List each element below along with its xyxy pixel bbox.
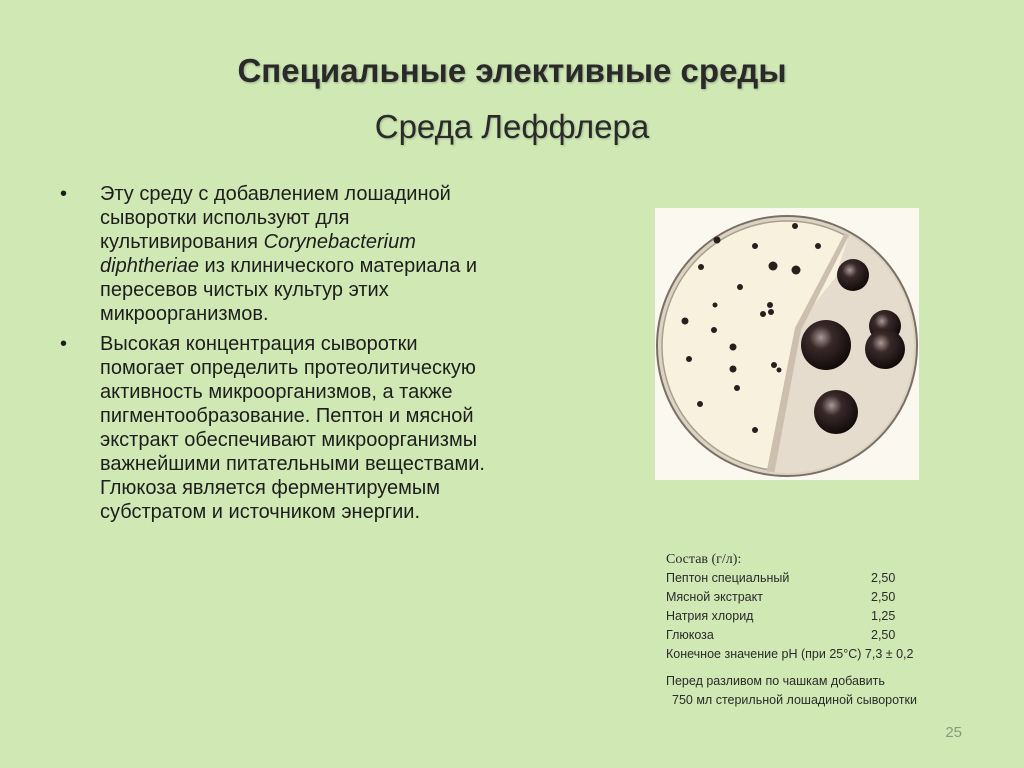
bullet-1-species-name: Corynebacterium diphtheriae (100, 231, 416, 277)
ingredient-value: 2,50 (871, 590, 896, 604)
ingredient-value: 2,50 (871, 571, 896, 585)
composition-row (666, 607, 986, 626)
preparation-note-line-2: 750 мл стерильной лошадиной сыворотки (672, 693, 917, 707)
bullet-item-1 (56, 182, 496, 326)
bullet-list (56, 182, 496, 530)
composition-row (666, 588, 986, 607)
composition-row (666, 626, 986, 645)
ingredient-name: Глюкоза (666, 628, 714, 642)
preparation-note-line-1: Перед разливом по чашкам добавить (666, 674, 885, 688)
ingredient-name: Пептон специальный (666, 571, 790, 585)
bullet-item-2 (56, 332, 496, 524)
composition-block (666, 550, 986, 710)
bullet-2-text: Высокая концентрация сыворотки помогает определить протеолитическую активность микроорганизмов, а также пигментообразование. Пептон и мясной экстракт обеспечивают микроорганизмы важнейшими питательными веществами. Глюкоза является ферментируемым субстратом и источником энергии. (100, 333, 485, 523)
petri-dish-image (655, 208, 919, 480)
composition-row (666, 569, 986, 588)
bullet-1-text-start: Эту среду с добавлением лошадиной сыворотки используют для культивирования (100, 183, 451, 253)
final-ph: Конечное значение pH (при 25°С) 7,3 ± 0,2 (666, 647, 914, 661)
petri-dish-illustration (655, 208, 919, 480)
ingredient-value: 2,50 (871, 628, 896, 642)
composition-heading: Состав (г/л): (666, 552, 742, 567)
slide-title: Специальные элективные среды (237, 52, 787, 89)
bullet-mark: • (60, 183, 68, 205)
slide-subtitle: Среда Леффлера (374, 108, 650, 145)
bullet-1-text-end: из клинического материала и пересевов чистых культур этих микроорганизмов. (100, 255, 478, 325)
ingredient-name: Натрия хлорид (666, 609, 754, 623)
bullet-mark: • (60, 333, 68, 355)
ingredient-name: Мясной экстракт (666, 590, 763, 604)
slide-number: 25 (945, 724, 962, 741)
ingredient-value: 1,25 (871, 609, 896, 623)
